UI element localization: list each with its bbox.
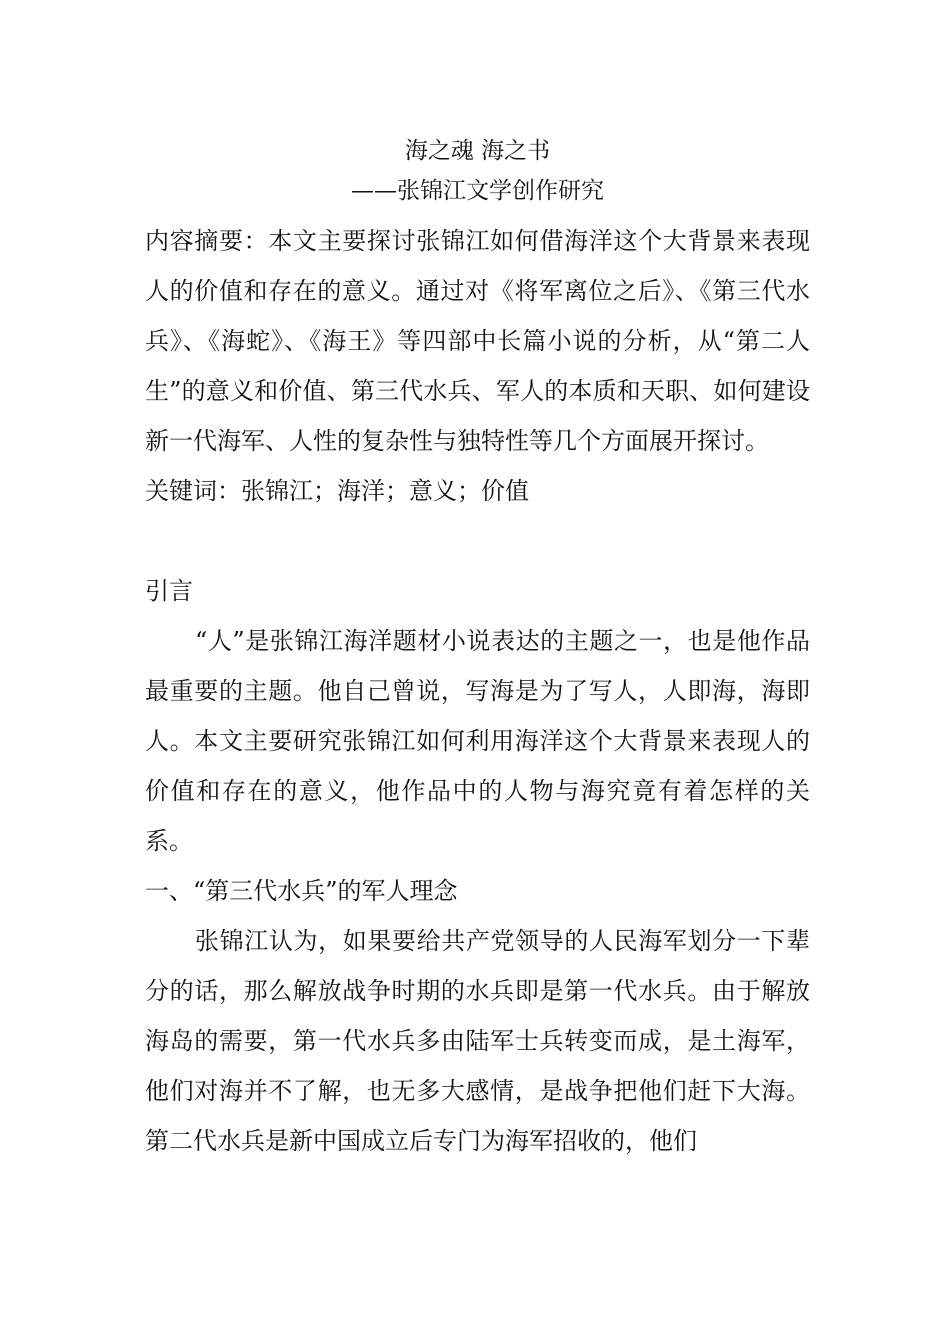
keywords-line: 关键词：张锦江；海洋；意义；价值: [145, 477, 529, 505]
intro-heading: 引言: [145, 577, 193, 605]
abstract-paragraph: 内容摘要：本文主要探讨张锦江如何借海洋这个大背景来表现人的价值和存在的意义。通过对《将军离位之后》、《第三代水兵》、《海蛇》、《海王》等四部中长篇小说的分析，从“第二人生”的意义和价值、第三代水兵、军人的本质和天职、如何建设新一代海军、人性的复杂性与独特性等几个方面展开探讨。: [145, 227, 810, 455]
section-1-paragraph: 张锦江认为，如果要给共产党领导的人民海军划分一下辈分的话，那么解放战争时期的水兵即是第一代水兵。由于解放海岛的需要，第一代水兵多由陆军士兵转变而成，是土海军，他们对海并不了解，也无多大感情，是战争把他们赶下大海。第二代水兵是新中国成立后专门为海军招收的，他们: [145, 927, 810, 1155]
paper-title: 海之魂 海之书: [404, 138, 551, 164]
paper-subtitle: ——张锦江文学创作研究: [351, 178, 604, 204]
section-1-heading: 一、“第三代水兵”的军人理念: [145, 877, 458, 905]
blank-line: [145, 516, 810, 566]
document-body: [145, 132, 810, 1166]
intro-paragraph: “人”是张锦江海洋题材小说表达的主题之一，也是他作品最重要的主题。他自己曾说，写海是为了写人，人即海，海即人。本文主要研究张锦江如何利用海洋这个大背景来表现人的价值和存在的意义，他作品中的人物与海究竟有着怎样的关系。: [145, 627, 810, 855]
